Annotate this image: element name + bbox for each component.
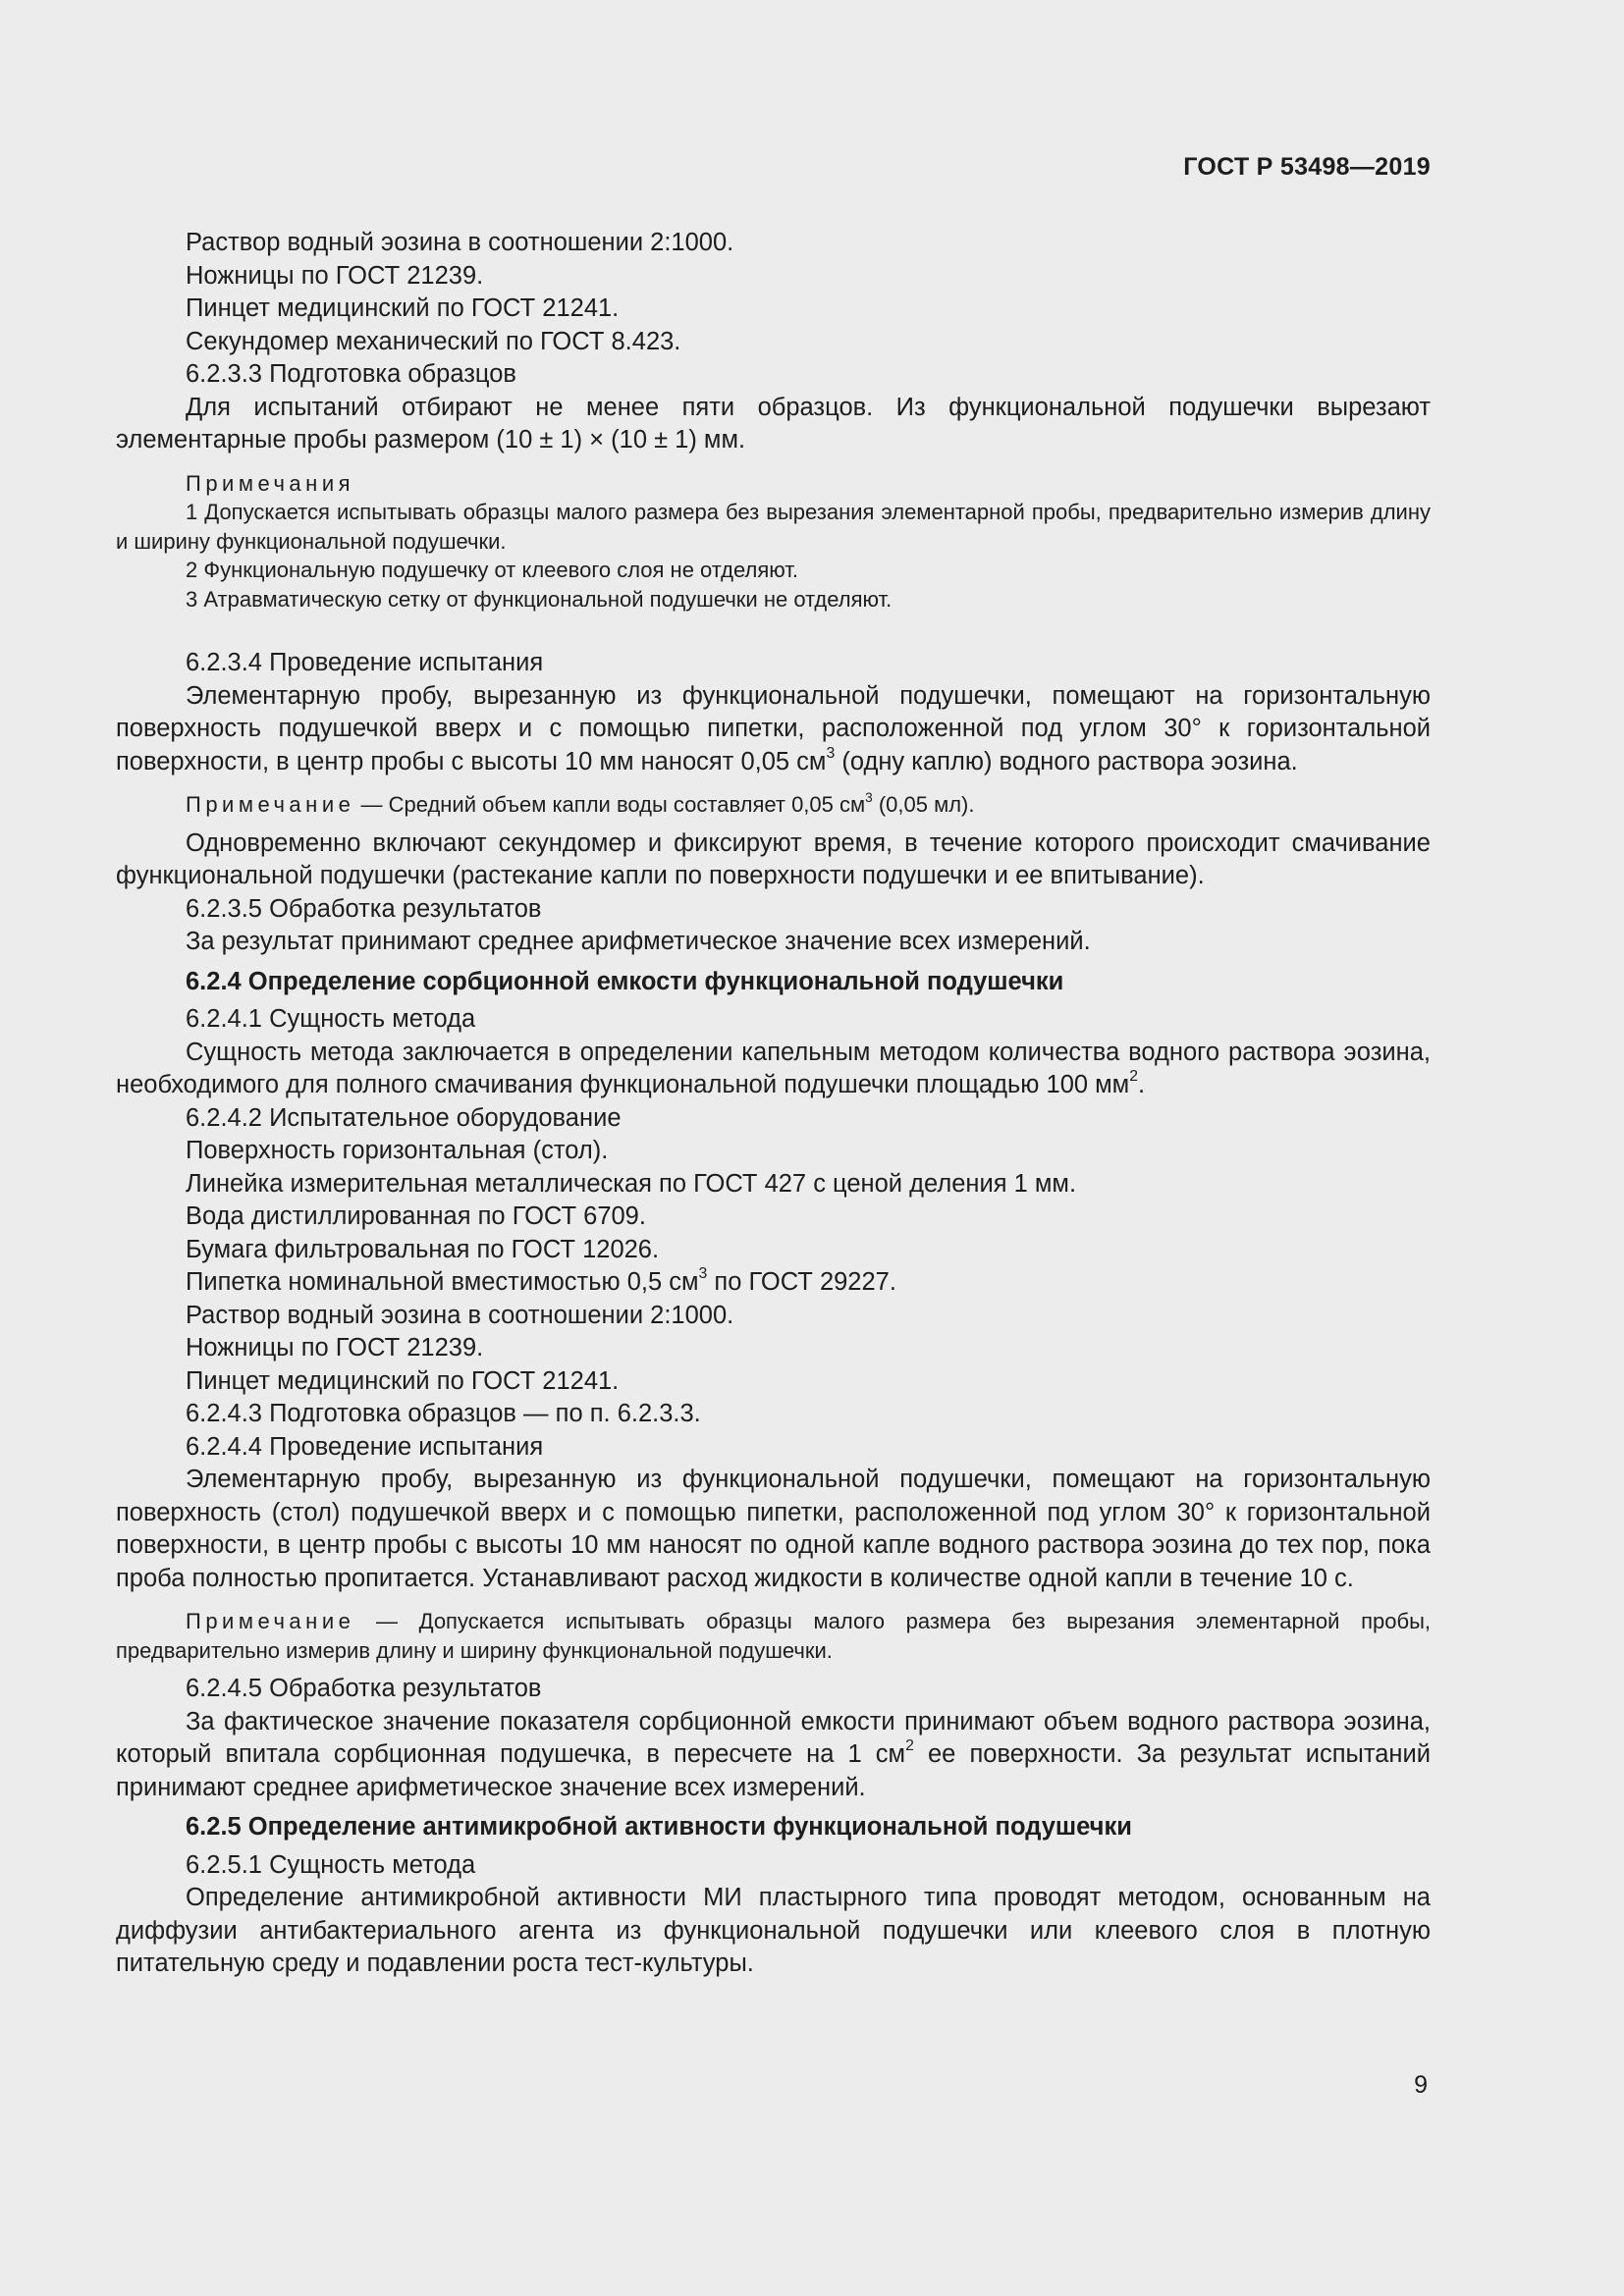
text-run: Сущность метода заключается в определении капельным методом количества водного раствора эозина, необходимого для полного смачивания функциональной подушечки площадью 100 мм [116, 1038, 1431, 1098]
text-run: (одну каплю) водного раствора эозина. [835, 747, 1298, 775]
equipment-item: Раствор водный эозина в соотношении 2:1000. [186, 1301, 734, 1329]
subsection-title: 6.2.4.3 Подготовка образцов — по п. 6.2.3.3. [186, 1400, 701, 1427]
note-block [116, 790, 1431, 820]
subsection-title: 6.2.4.2 Испытательное оборудование [186, 1103, 622, 1132]
note-item [116, 1607, 1431, 1665]
notes-title: Примечания [186, 470, 355, 496]
superscript: 3 [826, 744, 836, 762]
paragraph [116, 1037, 1431, 1102]
page-content [116, 227, 1431, 1981]
note-item: 1 Допускается испытывать образцы малого размера без вырезания элементарной пробы, предварительно измерив длину и ширину функциональной подушечки. [116, 500, 1431, 554]
paragraph: Одновременно включают секундомер и фиксируют время, в течение которого происходит смачивание функциональной подушечки (растекание капли по поверхности подушечки и ее впитывание). [116, 828, 1431, 889]
paragraph: Пинцет медицинский по ГОСТ 21241. [186, 294, 620, 322]
notes-block [116, 469, 1431, 614]
paragraph [116, 1706, 1431, 1805]
section-heading: 6.2.5 Определение антимикробной активности функциональной подушечки [186, 1813, 1132, 1841]
superscript: 2 [905, 1737, 914, 1755]
note-block [116, 1607, 1431, 1665]
paragraph: Раствор водный эозина в соотношении 2:1000. [186, 229, 734, 256]
subsection-title: 6.2.4.1 Сущность метода [186, 1005, 476, 1033]
text-run: по ГОСТ 29227. [707, 1268, 896, 1296]
equipment-item: Пинцет медицинский по ГОСТ 21241. [186, 1366, 620, 1395]
page-number: 9 [1414, 2071, 1428, 2099]
text-run: Элементарную пробу, вырезанную из функциональной подушечки, помещают на горизонтальную поверхность подушечкой вверх и с помощью пипетки, расположенной под углом 30° к горизонтальной поверхности, в центр пробы с высоты 10 мм наносят 0,05 см [116, 681, 1431, 775]
paragraph: Определение антимикробной активности МИ пластырного типа проводят методом, основанным на диффузии антибактериального агента из функциональной подушечки или клеевого слоя в плотную питательную среду и подавлении роста тест-культуры. [116, 1884, 1431, 1977]
note-item: 3 Атравматическую сетку от функциональной подушечки не отделяют. [186, 586, 893, 612]
equipment-item: Вода дистиллированная по ГОСТ 6709. [186, 1202, 646, 1230]
text-run: . [1138, 1071, 1146, 1098]
equipment-item: Бумага фильтровальная по ГОСТ 12026. [186, 1235, 660, 1263]
text-run: (0,05 мл). [872, 792, 975, 817]
paragraph [116, 680, 1431, 779]
text-run: — Средний объем капли воды составляет 0,05 см [354, 792, 866, 817]
superscript: 2 [1129, 1068, 1138, 1086]
text-run: За фактическое значение показателя сорбционной емкости принимают объем водного раствора эозина, который впитала сорбционная подушечка, в пересчете на 1 см [116, 1707, 1431, 1768]
note-title: Примечание [186, 1609, 355, 1633]
subsection-title: 6.2.3.4 Проведение испытания [186, 649, 544, 676]
text-run: Пипетка номинальной вместимостью 0,5 см [186, 1268, 699, 1296]
standard-designation: ГОСТ Р 53498—2019 [1183, 153, 1431, 181]
subsection-title: 6.2.4.4 Проведение испытания [186, 1432, 544, 1461]
equipment-item [116, 1266, 1431, 1300]
paragraph: Для испытаний отбирают не менее пяти образцов. Из функциональной подушечки вырезают элементарные пробы размером (10 ± 1) × (10 ± 1) мм. [116, 393, 1431, 454]
paragraph: Ножницы по ГОСТ 21239. [186, 261, 484, 290]
subsection-title: 6.2.3.5 Обработка результатов [186, 894, 542, 923]
section-heading: 6.2.4 Определение сорбционной емкости функциональной подушечки [186, 967, 1064, 995]
subsection-title: 6.2.5.1 Сущность метода [186, 1850, 476, 1879]
paragraph: За результат принимают среднее арифметическое значение всех измерений. [186, 928, 1091, 955]
equipment-item: Ножницы по ГОСТ 21239. [186, 1334, 484, 1362]
note-item: 2 Функциональную подушечку от клеевого слоя не отделяют. [186, 558, 799, 582]
text-run: ее поверхности. За результат испытаний принимают среднее арифметическое значение всех измерений. [116, 1740, 1431, 1801]
paragraph: Секундомер механический по ГОСТ 8.423. [186, 327, 681, 355]
superscript: 3 [698, 1265, 708, 1283]
subsection-title: 6.2.4.5 Обработка результатов [186, 1675, 542, 1702]
superscript: 3 [865, 789, 873, 805]
subsection-title: 6.2.3.3 Подготовка образцов [186, 360, 516, 388]
note-title: Примечание [186, 792, 355, 817]
note-item [116, 790, 1431, 820]
paragraph: Элементарную пробу, вырезанную из функциональной подушечки, помещают на горизонтальную поверхность (стол) подушечкой вверх и с помощью пипетки, расположенной под углом 30° к горизонтальной поверхности, в центр пробы с высоты 10 мм наносят по одной капле водного раствора эозина до тех пор, пока проба полностью пропитается. Устанавливают расход жидкости в количестве одной капли в течение 10 с. [116, 1466, 1431, 1592]
equipment-item: Линейка измерительная металлическая по ГОСТ 427 с ценой деления 1 мм. [186, 1169, 1077, 1198]
text-run: — Допускается испытывать образцы малого размера без вырезания элементарной пробы, предварительно измерив длину и ширину функциональной подушечки. [116, 1609, 1431, 1663]
equipment-item: Поверхность горизонтальная (стол). [186, 1137, 609, 1164]
